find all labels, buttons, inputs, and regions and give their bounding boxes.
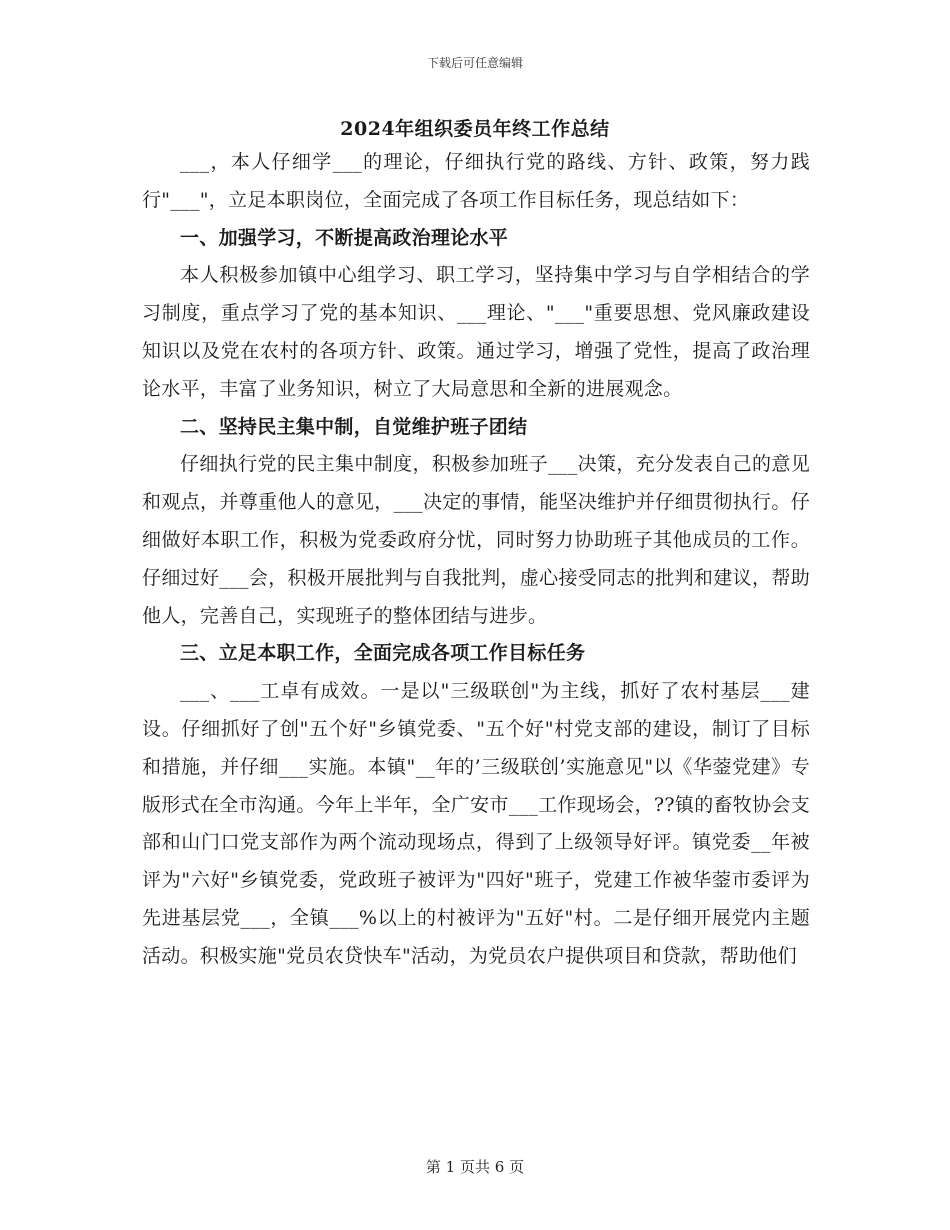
section-body-3: ___、___工卓有成效。一是以"三级联创"为主线，抓好了农村基层___建设。仔细抓好了创"五个好"乡镇党委、"五个好"村党支部的建设，制订了目标和措施，并仔细___实施。本镇"__年的’三级联创’实施意见"以《华蓥党建》专版形式在全市沟通。今年上半年，全广安市___工作现场会，??镇的畜牧协会支部和山门口党支部作为两个流动现场点，得到了上级领导好评。镇党委__年被评为"六好"乡镇党委，党政班子被评为"四好"班子，党建工作被华蓥市委评为先进基层党___，全镇___%以上的村被评为"五好"村。二是仔细开展党内主题活动。积极实施"党员农贷快车"活动，为党员农户提供项目和贷款，帮助他们 bbox=[142, 680, 810, 967]
section-body-1: 本人积极参加镇中心组学习、职工学习，坚持集中学习与自学相结合的学习制度，重点学习了党的基本知识、___理论、"___"重要思想、党风廉政建设知识以及党在农村的各项方针、政策。通过学习，增强了党性，提高了政治理论水平，丰富了业务知识，树立了大局意思和全新的进展观念。 bbox=[142, 264, 810, 400]
intro-paragraph: ___，本人仔细学___的理论，仔细执行党的路线、方针、政策，努力践行"___"，立足本职岗位，全面完成了各项工作目标任务，现总结如下： bbox=[142, 151, 810, 211]
section-heading-2: 二、坚持民主集中制，自觉维护班子团结 bbox=[180, 415, 528, 438]
section-heading-3: 三、立足本职工作，全面完成各项工作目标任务 bbox=[180, 642, 586, 665]
page-header: 下载后可任意编辑 bbox=[426, 56, 523, 70]
page-number: 第 1 页共 6 页 bbox=[425, 1158, 525, 1176]
document-title: 2024年组织委员年终工作总结 bbox=[340, 118, 610, 140]
section-body-2: 仔细执行党的民主集中制度，积极参加班子___决策，充分发表自己的意见和观点，并尊重他人的意见，___决定的事情，能坚决维护并仔细贯彻执行。仔细做好本职工作，积极为党委政府分忧，同时努力协助班子其他成员的工作。仔细过好___会，积极开展批判与自我批判，虚心接受同志的批判和建议，帮助他人，完善自己，实现班子的整体团结与进步。 bbox=[142, 453, 810, 627]
document-body bbox=[142, 144, 810, 976]
section-heading-1: 一、加强学习，不断提高政治理论水平 bbox=[180, 226, 509, 249]
